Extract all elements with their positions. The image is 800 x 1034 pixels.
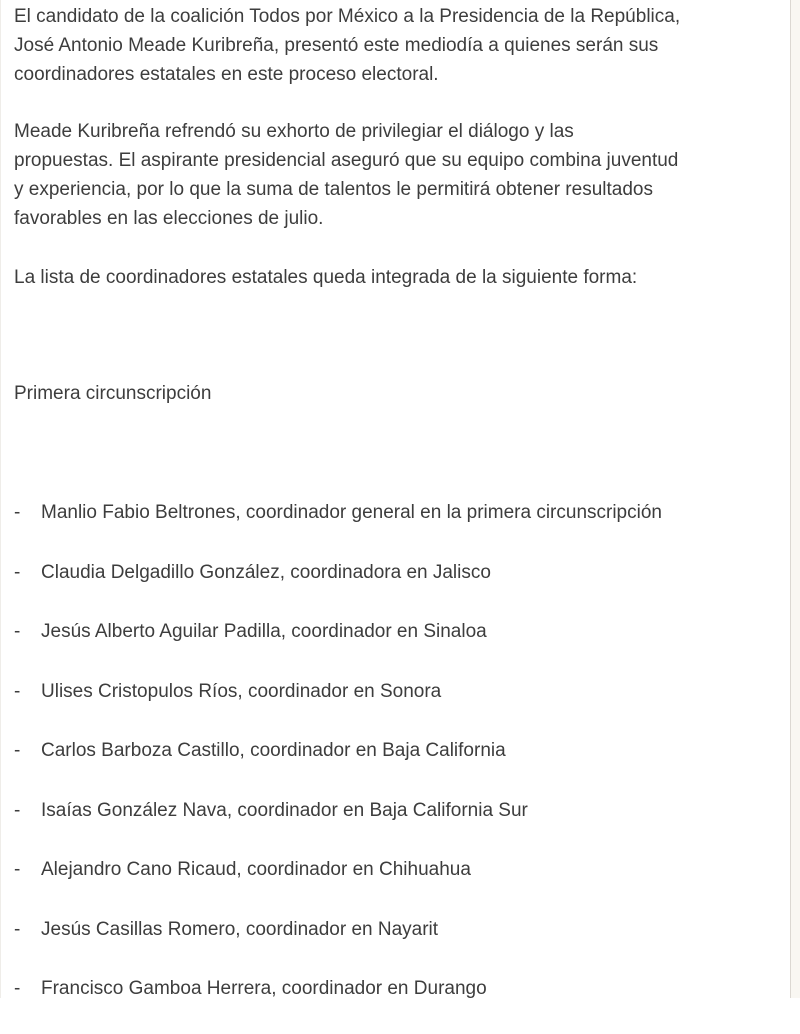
paragraph-line: coordinadores estatales en este proceso electoral. bbox=[14, 64, 439, 85]
paragraph-line: La lista de coordinadores estatales queda integrada de la siguiente forma: bbox=[14, 267, 638, 288]
coordinator-text: Jesús Alberto Aguilar Padilla, coordinador en Sinaloa bbox=[41, 621, 487, 642]
paragraph-line: José Antonio Meade Kuribreña, presentó este mediodía a quienes serán sus bbox=[14, 35, 659, 56]
coordinator-text: Francisco Gamboa Herrera, coordinador en Durango bbox=[41, 978, 487, 999]
list-item bbox=[14, 617, 779, 646]
list-item bbox=[14, 855, 779, 884]
statement-paragraph bbox=[14, 117, 779, 233]
list-dash-marker: - bbox=[14, 740, 21, 761]
list-dash-marker: - bbox=[14, 680, 21, 702]
coordinator-text: Manlio Fabio Beltrones, coordinador general en la primera circunscripción bbox=[41, 502, 662, 523]
coordinator-text: Jesús Casillas Romero, coordinador en Nayarit bbox=[41, 918, 439, 940]
paragraph-line: Meade Kuribreña refrendó su exhorto de privilegiar el diálogo y las bbox=[14, 121, 574, 142]
right-gutter bbox=[790, 0, 800, 998]
section-heading: Primera circunscripción bbox=[14, 383, 212, 404]
list-item bbox=[14, 558, 779, 587]
coordinator-text: Carlos Barboza Castillo, coordinador en Baja California bbox=[41, 740, 506, 761]
list-dash-marker: - bbox=[14, 978, 21, 999]
list-item bbox=[14, 677, 779, 706]
paragraph-line: El candidato de la coalición Todos por México a la Presidencia de la República, bbox=[14, 6, 681, 27]
coordinator-text: Isaías González Nava, coordinador en Baja California Sur bbox=[41, 799, 528, 821]
paragraph-line: propuestas. El aspirante presidencial aseguró que su equipo combina juventud bbox=[14, 150, 679, 171]
coordinators-list bbox=[14, 498, 779, 1003]
article-body bbox=[14, 2, 779, 1034]
intro-paragraph bbox=[14, 2, 779, 89]
coordinator-text: Ulises Cristopulos Ríos, coordinador en Sonora bbox=[41, 680, 442, 702]
list-item bbox=[14, 796, 779, 825]
coordinator-text: Alejandro Cano Ricaud, coordinador en Chihuahua bbox=[41, 859, 471, 880]
list-dash-marker: - bbox=[14, 621, 21, 642]
list-item bbox=[14, 736, 779, 765]
list-dash-marker: - bbox=[14, 561, 21, 583]
list-intro-paragraph bbox=[14, 263, 779, 292]
list-item bbox=[14, 915, 779, 944]
list-dash-marker: - bbox=[14, 859, 21, 880]
list-dash-marker: - bbox=[14, 502, 21, 523]
list-item bbox=[14, 974, 779, 1003]
coordinator-text: Claudia Delgadillo González, coordinadora en Jalisco bbox=[41, 561, 491, 583]
list-dash-marker: - bbox=[14, 799, 21, 821]
list-item bbox=[14, 498, 779, 527]
list-dash-marker: - bbox=[14, 918, 21, 940]
paragraph-line: y experiencia, por lo que la suma de talentos le permitirá obtener resultados bbox=[14, 179, 653, 200]
paragraph-line: favorables en las elecciones de julio. bbox=[14, 208, 324, 229]
